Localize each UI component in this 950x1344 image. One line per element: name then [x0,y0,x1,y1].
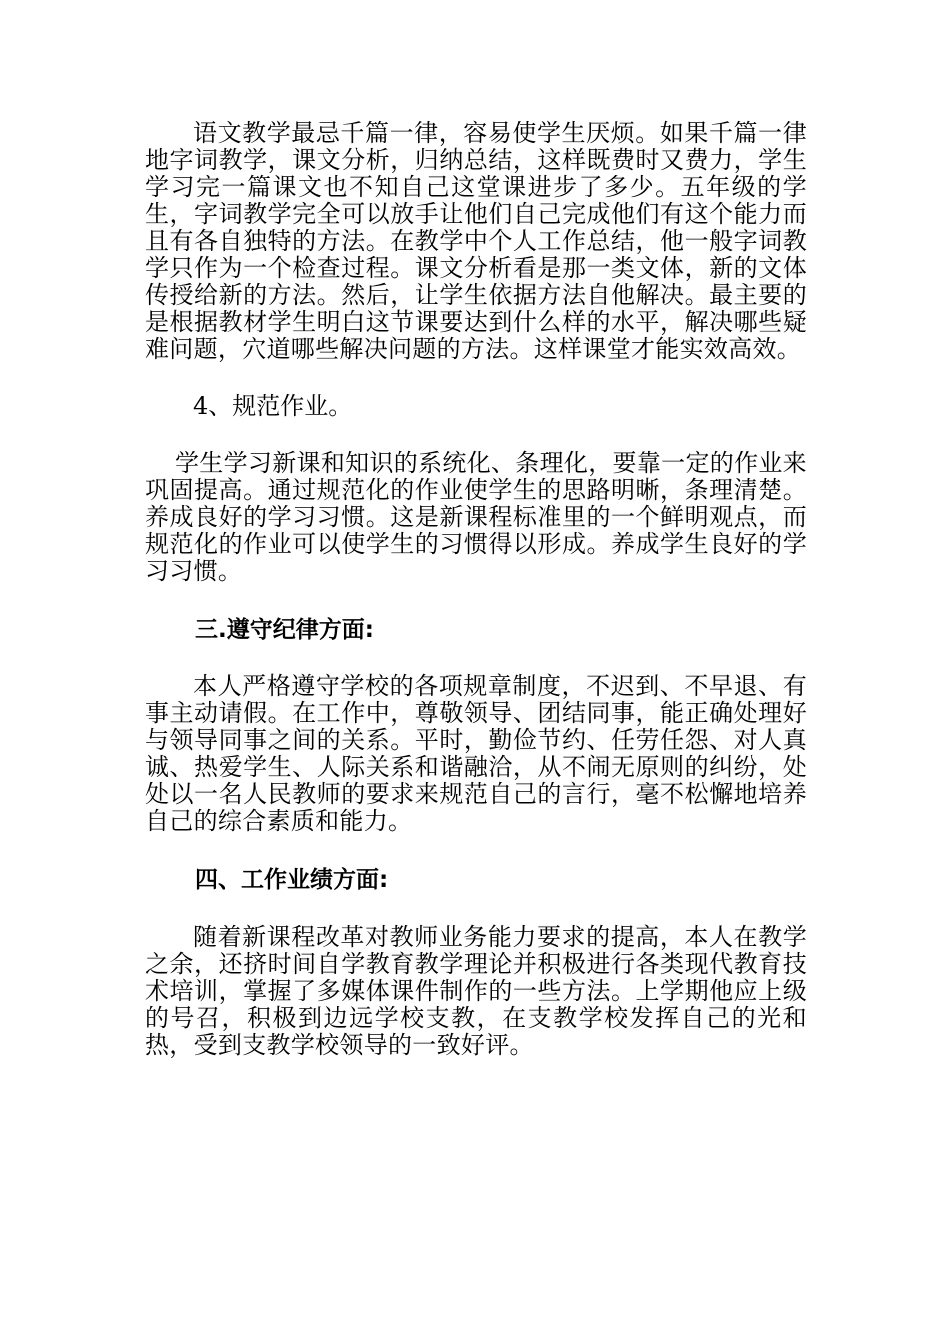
heading-discipline: 三.遵守纪律方面: [195,617,374,643]
list-item-standardize-homework: 4、规范作业。 [193,392,353,420]
paragraph-discipline: 本人严格遵守学校的各项规章制度，不迟到、不早退、有事主动请假。在工作中，尊敬领导、团结同事，能正确处理好与领导同事之间的关系。平时，勤俭节约、任劳任怨、对人真诚、热爱学生、人际关系和谐融洽，从不闹无原则的纠纷，处处以一名人民教师的要求来规范自己的言行，毫不松懈地培养自己的综合素质和能力。 [145,672,807,835]
heading-achievements: 四、工作业绩方面: [195,867,389,893]
paragraph-homework: 学生学习新课和知识的系统化、条理化，要靠一定的作业来巩固提高。通过规范化的作业使学生的思路明晰，条理清楚。养成良好的学习习惯。这是新课程标准里的一个鲜明观点，而规范化的作业可以使学生的习惯得以形成。养成学生良好的学习习惯。 [145,449,807,585]
paragraph-achievements: 随着新课程改革对教师业务能力要求的提高，本人在教学之余，还挤时间自学教育教学理论并积极进行各类现代教育技术培训，掌握了多媒体课件制作的一些方法。上学期他应上级的号召，积极到边远学校支教，在支教学校发挥自己的光和热，受到支教学校领导的一致好评。 [145,923,807,1059]
document-body [145,120,807,1059]
paragraph-teaching-method: 语文教学最忌千篇一律，容易使学生厌烦。如果千篇一律地字词教学，课文分析，归纳总结，这样既费时又费力，学生学习完一篇课文也不知自己这堂课进步了多少。五年级的学生，字词教学完全可以放手让他们自己完成他们有这个能力而且有各自独特的方法。在教学中个人工作总结，他一般字词教学只作为一个检查过程。课文分析看是那一类文体，新的文体传授给新的方法。然后，让学生依据方法自他解决。最主要的是根据教材学生明白这节课要达到什么样的水平，解决哪些疑难问题，穴道哪些解决问题的方法。这样课堂才能实效高效。 [145,119,807,363]
